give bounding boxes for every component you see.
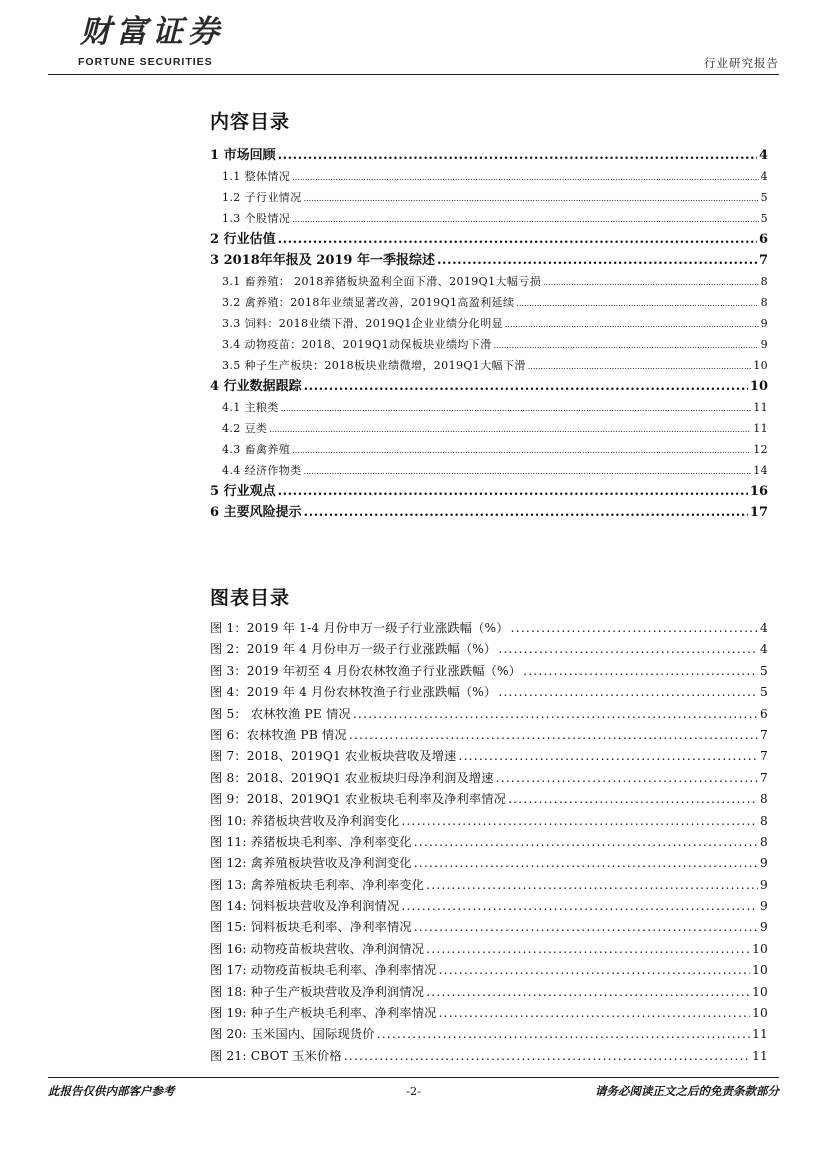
dot-leader <box>426 939 750 960</box>
toc-entry-label: 图 14: 饲料板块营收及净利润情况 <box>210 899 400 914</box>
toc-page-number: 17 <box>749 505 768 520</box>
toc-chapter-entry[interactable] <box>210 502 768 523</box>
figure-list-entry[interactable] <box>210 917 768 938</box>
toc-section-entry[interactable] <box>210 334 768 355</box>
dot-leader <box>498 639 758 660</box>
toc-page-number: 8 <box>760 834 768 849</box>
toc-page-number: 6 <box>758 232 768 247</box>
dot-leader <box>377 1024 750 1045</box>
toc-entry-label: 图 5： 农林牧渔 PE 情况 <box>210 706 351 721</box>
toc-page-number: 10 <box>752 941 768 956</box>
toc-entry-label: 图 20: 玉米国内、国际现货价 <box>210 1027 375 1042</box>
toc-section-entry[interactable] <box>210 166 768 187</box>
toc-page-number: 9 <box>760 899 768 914</box>
toc-page-number: 16 <box>749 484 768 499</box>
toc-chapter-entry[interactable] <box>210 145 768 166</box>
figures-title: 图表目录 <box>210 587 291 609</box>
document-type: 行业研究报告 <box>704 56 779 70</box>
logo-chinese: 财富证券 <box>80 14 224 50</box>
toc-page-number: 5 <box>760 191 768 204</box>
toc-entry-label: 图 1：2019 年 1-4 月份申万一级子行业涨跌幅（%） <box>210 621 509 635</box>
toc-page-number: 4 <box>760 642 768 657</box>
toc-entry-label: 图 16: 动物疫苗板块营收、净利润情况 <box>210 941 425 956</box>
toc-entry-label: 图 9：2018、2019Q1 农业板块毛利率及净利率情况 <box>210 792 507 807</box>
toc-page-number: 5 <box>760 212 768 225</box>
toc-chapter-entry[interactable] <box>210 481 768 502</box>
toc-page-number: 10 <box>749 379 768 394</box>
dot-leader <box>278 229 757 250</box>
toc-page-number: 5 <box>760 663 768 678</box>
dot-leader <box>292 167 758 187</box>
figure-list-entry[interactable] <box>210 811 768 832</box>
figures-list <box>210 618 768 1067</box>
toc-entry-label: 图 21: CBOT 玉米价格 <box>210 1048 342 1063</box>
toc-page-number: 7 <box>760 727 768 742</box>
dot-leader <box>281 398 751 418</box>
dot-leader <box>528 356 751 376</box>
dot-leader <box>292 209 758 229</box>
toc-section-entry[interactable] <box>210 439 768 460</box>
toc-entry-label: 4 行业数据跟踪 <box>210 379 302 394</box>
figure-list-entry[interactable] <box>210 1024 768 1045</box>
contents-list <box>210 145 768 523</box>
footer-divider <box>48 1077 779 1078</box>
dot-leader <box>304 376 748 397</box>
figure-list-entry[interactable] <box>210 618 768 639</box>
figure-list-entry[interactable] <box>210 746 768 767</box>
figure-list-entry[interactable] <box>210 982 768 1003</box>
toc-entry-label: 图 13: 禽养殖板块毛利率、净利率变化 <box>210 877 425 892</box>
figure-list-entry[interactable] <box>210 768 768 789</box>
page-number: -2- <box>405 1084 422 1098</box>
toc-entry-label: 1.2 子行业情况 <box>222 191 302 204</box>
toc-entry-label: 4.1 主粮类 <box>222 401 279 414</box>
toc-section-entry[interactable] <box>210 460 768 481</box>
figure-list-entry[interactable] <box>210 725 768 746</box>
toc-page-number: 12 <box>753 443 768 456</box>
toc-entry-label: 3 2018年年报及 2019 年一季报综述 <box>210 253 435 268</box>
toc-chapter-entry[interactable] <box>210 250 768 271</box>
toc-section-entry[interactable] <box>210 313 768 334</box>
toc-entry-label: 1.1 整体情况 <box>222 170 291 183</box>
toc-entry-label: 4.3 畜禽养殖 <box>222 443 291 456</box>
toc-section-entry[interactable] <box>210 292 768 313</box>
figure-list-entry[interactable] <box>210 875 768 896</box>
dot-leader <box>414 853 758 874</box>
dot-leader <box>292 440 751 460</box>
toc-entry-label: 2 行业估值 <box>210 232 276 247</box>
dot-leader <box>439 960 751 981</box>
contents-title: 内容目录 <box>210 111 291 133</box>
dot-leader <box>414 917 758 938</box>
toc-page-number: 11 <box>752 1027 768 1042</box>
toc-section-entry[interactable] <box>210 397 768 418</box>
toc-page-number: 10 <box>753 359 768 372</box>
toc-page-number: 9 <box>760 317 768 330</box>
toc-entry-label: 4.4 经济作物类 <box>222 464 302 477</box>
dot-leader <box>516 293 758 313</box>
figure-list-entry[interactable] <box>210 1003 768 1024</box>
toc-entry-label: 6 主要风险提示 <box>210 505 302 520</box>
dot-leader <box>304 461 752 481</box>
figure-list-entry[interactable] <box>210 704 768 725</box>
figure-list-entry[interactable] <box>210 896 768 917</box>
dot-leader <box>353 704 758 725</box>
toc-entry-label: 图 3：2019 年初至 4 月份农林牧渔子行业涨跌幅（%） <box>210 663 522 678</box>
toc-page-number: 8 <box>760 813 768 828</box>
toc-page-number: 6 <box>760 706 768 721</box>
toc-page-number: 7 <box>758 253 768 268</box>
dot-leader <box>508 789 758 810</box>
toc-page-number: 8 <box>760 296 768 309</box>
figure-list-entry[interactable] <box>210 939 768 960</box>
toc-page-number: 5 <box>760 685 768 700</box>
dot-leader <box>401 811 758 832</box>
toc-entry-label: 图 8：2018、2019Q1 农业板块归母净利润及增速 <box>210 770 494 785</box>
dot-leader <box>278 481 748 502</box>
toc-page-number: 8 <box>760 275 768 288</box>
toc-section-entry[interactable] <box>210 187 768 208</box>
toc-entry-label: 1.3 个股情况 <box>222 212 291 225</box>
footer-disclaimer-left: 此报告仅供内部客户参考 <box>48 1084 175 1098</box>
dot-leader <box>459 746 759 767</box>
toc-page-number: 10 <box>752 963 768 978</box>
toc-entry-label: 图 15: 饲料板块毛利率、净利率情况 <box>210 920 412 935</box>
figure-list-entry[interactable] <box>210 1046 768 1067</box>
toc-section-entry[interactable] <box>210 208 768 229</box>
dot-leader <box>426 982 750 1003</box>
toc-entry-label: 3.3 饲料：2018业绩下滑、2019Q1企业业绩分化明显 <box>222 317 503 330</box>
figure-list-entry[interactable] <box>210 853 768 874</box>
toc-chapter-entry[interactable] <box>210 376 768 397</box>
dot-leader <box>304 188 759 208</box>
toc-section-entry[interactable] <box>210 418 768 439</box>
toc-page-number: 9 <box>760 877 768 892</box>
toc-entry-label: 图 6：农林牧渔 PB 情况 <box>210 727 347 742</box>
toc-section-entry[interactable] <box>210 271 768 292</box>
toc-entry-label: 3.5 种子生产板块：2018板块业绩微增，2019Q1大幅下滑 <box>222 359 526 372</box>
toc-section-entry[interactable] <box>210 355 768 376</box>
toc-page-number: 4 <box>758 148 768 163</box>
dot-leader <box>304 502 748 523</box>
toc-page-number: 14 <box>753 464 768 477</box>
toc-entry-label: 图 10: 养猪板块营收及净利润变化 <box>210 813 400 828</box>
dot-leader <box>437 250 757 271</box>
toc-entry-label: 5 行业观点 <box>210 484 276 499</box>
toc-page-number: 4 <box>760 621 768 635</box>
dot-leader <box>496 768 758 789</box>
dot-leader <box>344 1046 750 1067</box>
dot-leader <box>511 618 758 639</box>
dot-leader <box>426 875 758 896</box>
figure-list-entry[interactable] <box>210 682 768 703</box>
dot-leader <box>439 1003 751 1024</box>
toc-entry-label: 图 17: 动物疫苗板块毛利率、净利率情况 <box>210 963 437 978</box>
toc-entry-label: 1 市场回顾 <box>210 148 276 163</box>
dot-leader <box>414 832 758 853</box>
figure-list-entry[interactable] <box>210 661 768 682</box>
toc-page-number: 9 <box>760 856 768 871</box>
toc-page-number: 8 <box>760 792 768 807</box>
toc-page-number: 11 <box>752 1048 768 1063</box>
toc-page-number: 11 <box>753 422 768 435</box>
toc-entry-label: 3.1 畜养殖： 2018养猪板块盈利全面下滑、2019Q1大幅亏损 <box>222 275 542 288</box>
toc-entry-label: 图 7：2018、2019Q1 农业板块营收及增速 <box>210 749 457 764</box>
dot-leader <box>523 661 758 682</box>
figure-list-entry[interactable] <box>210 832 768 853</box>
toc-page-number: 7 <box>760 770 768 785</box>
toc-entry-label: 4.2 豆类 <box>222 422 268 435</box>
toc-entry-label: 图 11: 养猪板块毛利率、净利率变化 <box>210 834 412 849</box>
toc-entry-label: 图 4：2019 年 4 月份农林牧渔子行业涨跌幅（%） <box>210 685 497 700</box>
dot-leader <box>498 682 758 703</box>
toc-entry-label: 3.4 动物疫苗：2018、2019Q1动保板块业绩均下滑 <box>222 338 492 351</box>
figure-list-entry[interactable] <box>210 789 768 810</box>
footer-disclaimer-right: 请务必阅读正文之后的免责条款部分 <box>595 1084 779 1098</box>
toc-page-number: 7 <box>760 749 768 764</box>
toc-page-number: 9 <box>760 338 768 351</box>
toc-entry-label: 图 18: 种子生产板块营收及净利润情况 <box>210 984 425 999</box>
dot-leader <box>505 314 759 334</box>
toc-entry-label: 图 19: 种子生产板块毛利率、净利率情况 <box>210 1006 437 1021</box>
toc-page-number: 10 <box>752 1006 768 1021</box>
header-divider <box>48 74 779 75</box>
toc-page-number: 4 <box>760 170 768 183</box>
dot-leader <box>349 725 758 746</box>
toc-entry-label: 图 2：2019 年 4 月份申万一级子行业涨跌幅（%） <box>210 642 497 657</box>
dot-leader <box>494 335 759 355</box>
logo-english: FORTUNE SECURITIES <box>78 56 213 68</box>
toc-entry-label: 图 12: 禽养殖板块营收及净利润变化 <box>210 856 412 871</box>
toc-page-number: 9 <box>760 920 768 935</box>
dot-leader <box>269 419 751 439</box>
dot-leader <box>278 145 757 166</box>
toc-page-number: 11 <box>753 401 768 414</box>
figure-list-entry[interactable] <box>210 960 768 981</box>
figure-list-entry[interactable] <box>210 639 768 660</box>
dot-leader <box>401 896 758 917</box>
toc-chapter-entry[interactable] <box>210 229 768 250</box>
toc-entry-label: 3.2 禽养殖：2018年业绩显著改善，2019Q1高盈利延续 <box>222 296 515 309</box>
dot-leader <box>543 272 759 292</box>
toc-page-number: 10 <box>752 984 768 999</box>
